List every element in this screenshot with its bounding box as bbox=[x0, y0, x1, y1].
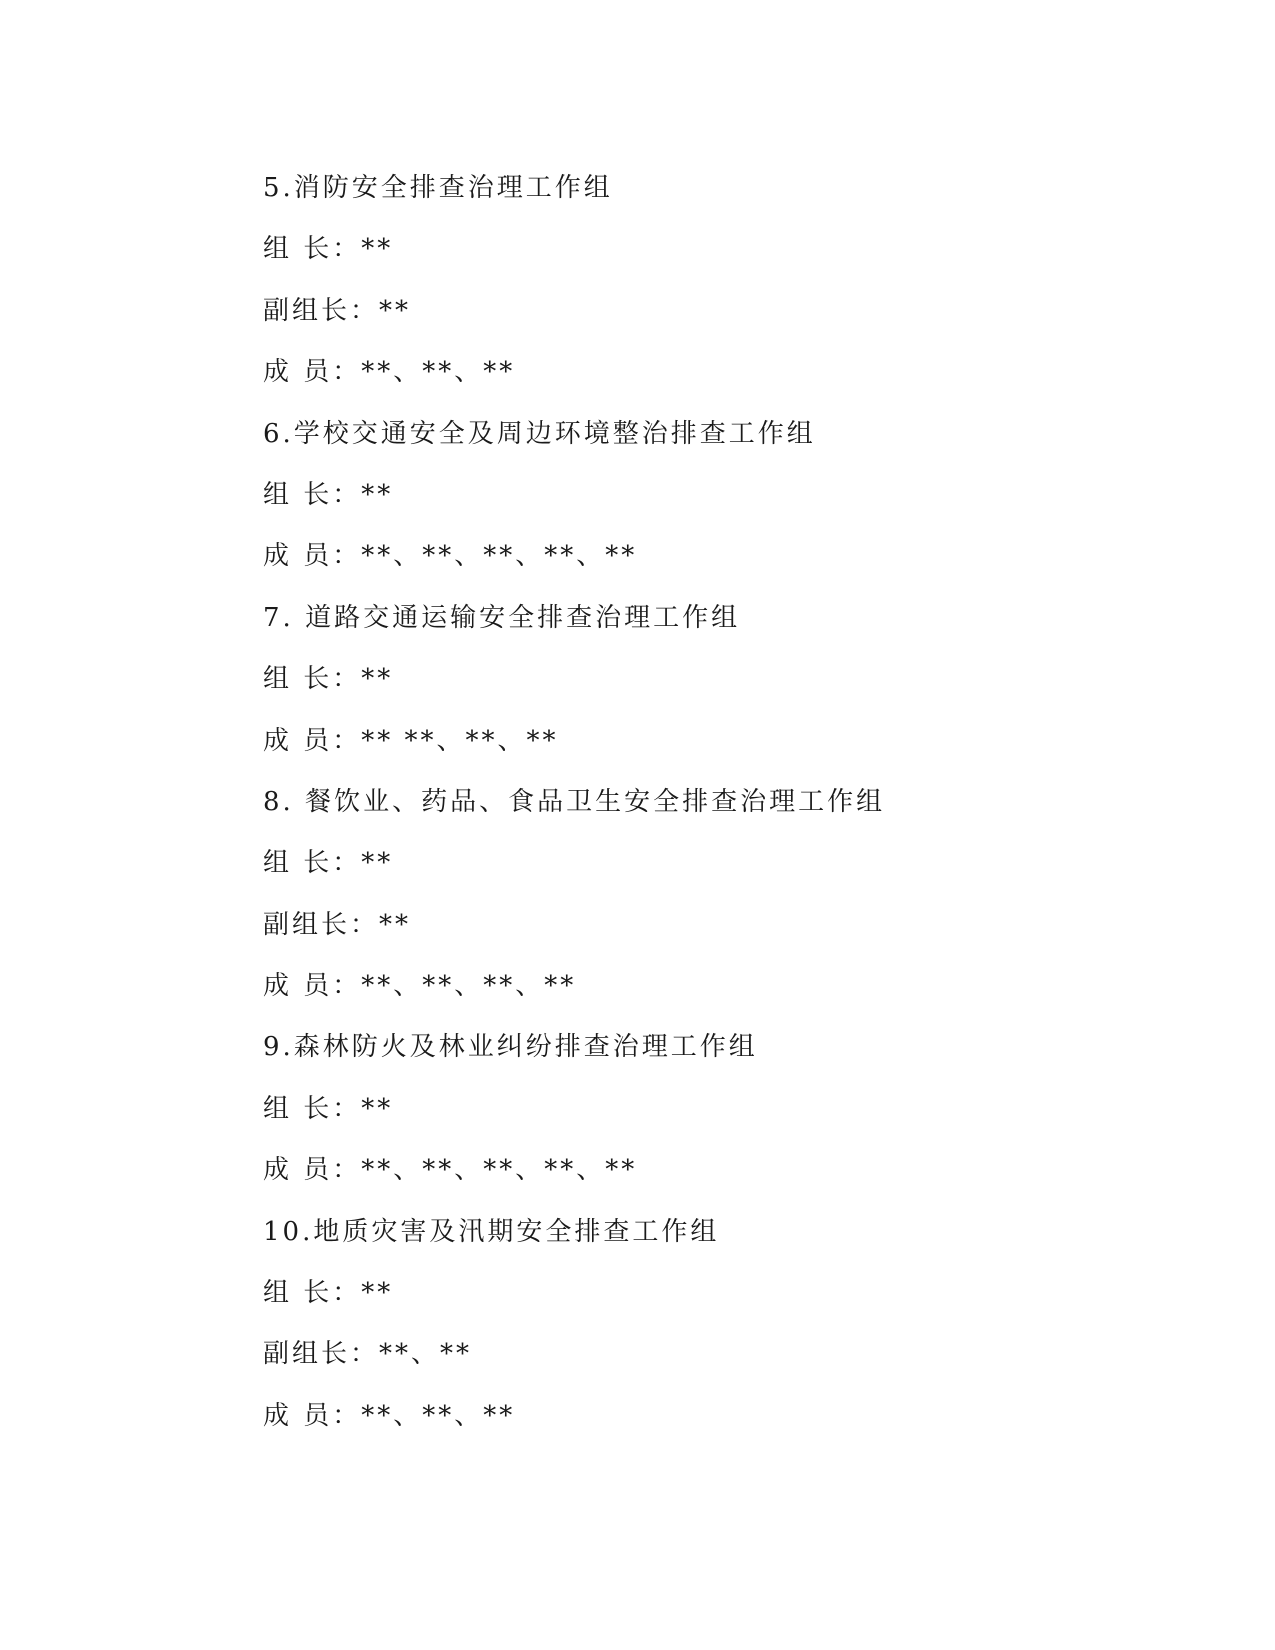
leader-line: 组 长：** bbox=[263, 234, 394, 265]
section-heading-7: 7. 道路交通运输安全排查治理工作组 bbox=[263, 602, 741, 633]
leader-line: 组 长：** bbox=[263, 664, 394, 695]
members-line: 成 员：**、**、**、**、** bbox=[263, 541, 638, 572]
members-line: 成 员：**、**、** bbox=[263, 357, 516, 388]
deputy-leader-line: 副组长：** bbox=[263, 295, 412, 326]
leader-line: 组 长：** bbox=[263, 479, 394, 510]
deputy-leader-line: 副组长：** bbox=[263, 909, 412, 940]
members-line: 成 员：**、**、** bbox=[263, 1400, 516, 1431]
members-line: 成 员：** **、**、** bbox=[263, 725, 559, 756]
leader-line: 组 长：** bbox=[263, 848, 394, 879]
deputy-leader-line: 副组长：**、** bbox=[263, 1339, 473, 1370]
leader-line: 组 长：** bbox=[263, 1093, 394, 1124]
members-line: 成 员：**、**、**、** bbox=[263, 971, 577, 1002]
members-line: 成 员：**、**、**、**、** bbox=[263, 1155, 638, 1186]
section-heading-5: 5.消防安全排查治理工作组 bbox=[263, 173, 613, 203]
section-heading-9: 9.森林防火及林业纠纷排查治理工作组 bbox=[263, 1032, 758, 1063]
leader-line: 组 长：** bbox=[263, 1278, 394, 1309]
section-heading-8: 8. 餐饮业、药品、食品卫生安全排查治理工作组 bbox=[263, 786, 886, 817]
section-heading-10: 10.地质灾害及汛期安全排查工作组 bbox=[263, 1216, 720, 1247]
section-heading-6: 6.学校交通安全及周边环境整治排查工作组 bbox=[263, 418, 816, 449]
document-body bbox=[263, 168, 1163, 1457]
